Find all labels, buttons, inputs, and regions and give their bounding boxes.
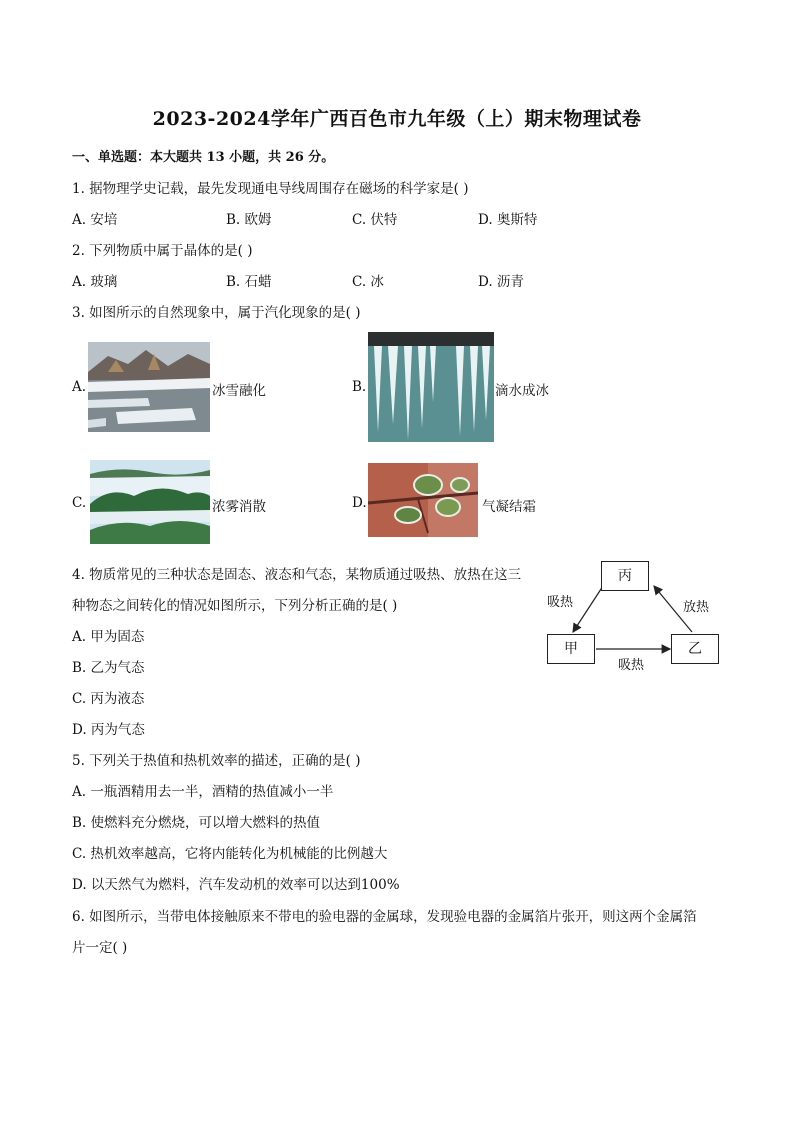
- state-box-bing: 丙: [601, 561, 649, 591]
- question-1-stem: 1. 据物理学史记载，最先发现通电导线周围存在磁场的科学家是( ): [72, 181, 469, 197]
- question-4-option-b[interactable]: B. 乙为气态: [72, 660, 145, 676]
- question-3-option-d-letter[interactable]: D.: [352, 495, 367, 511]
- section-heading: 一、单选题：本大题共 13 小题，共 26 分。: [72, 150, 335, 165]
- question-5-option-a[interactable]: A. 一瓶酒精用去一半，酒精的热值减小一半: [72, 784, 334, 800]
- question-5-stem: 5. 下列关于热值和热机效率的描述，正确的是( ): [72, 753, 361, 769]
- question-3-option-c-letter[interactable]: C.: [72, 495, 87, 511]
- question-4-option-a[interactable]: A. 甲为固态: [72, 629, 145, 645]
- question-2-stem: 2. 下列物质中属于晶体的是( ): [72, 243, 253, 259]
- question-4-stem-line-1: 4. 物质常见的三种状态是固态、液态和气态，某物质通过吸热、放热在这三: [72, 567, 522, 583]
- question-4-stem-line-2: 种物态之间转化的情况如图所示，下列分析正确的是( ): [72, 598, 398, 614]
- question-2-option-b[interactable]: B. 石蜡: [226, 274, 272, 290]
- question-3-option-a-caption[interactable]: 冰雪融化: [212, 383, 266, 399]
- question-2-option-a[interactable]: A. 玻璃: [72, 274, 118, 290]
- question-6-stem-line-2: 片一定( ): [72, 940, 128, 956]
- question-5-option-d[interactable]: D. 以天然气为燃料，汽车发动机的效率可以达到100%: [72, 877, 400, 893]
- question-3-option-b-letter[interactable]: B.: [352, 379, 367, 395]
- icicles-photo: [368, 332, 494, 442]
- label-absorb-heat-left: 吸热: [547, 595, 574, 610]
- question-6-stem-line-1: 6. 如图所示，当带电体接触原来不带电的验电器的金属球，发现验电器的金属箔片张开，则这两个金属箔: [72, 909, 697, 925]
- label-absorb-heat-bottom: 吸热: [618, 658, 645, 673]
- state-box-yi: 乙: [671, 634, 719, 664]
- state-transition-diagram: [540, 556, 730, 676]
- label-release-heat: 放热: [683, 600, 710, 615]
- fog-mountains-photo: [90, 460, 210, 544]
- question-3-option-c-caption[interactable]: 浓雾消散: [212, 499, 266, 515]
- question-2-option-c[interactable]: C. 冰: [352, 274, 384, 290]
- question-3-option-d-caption[interactable]: 气凝结霜: [482, 499, 536, 515]
- question-2-option-d[interactable]: D. 沥青: [478, 274, 524, 290]
- question-1-option-b[interactable]: B. 欧姆: [226, 212, 272, 228]
- question-4-option-c[interactable]: C. 丙为液态: [72, 691, 145, 707]
- ice-melting-photo: [88, 342, 210, 432]
- question-5-option-b[interactable]: B. 使燃料充分燃烧，可以增大燃料的热值: [72, 815, 321, 831]
- question-5-option-c[interactable]: C. 热机效率越高，它将内能转化为机械能的比例越大: [72, 846, 388, 862]
- question-4-option-d[interactable]: D. 丙为气态: [72, 722, 145, 738]
- question-1-option-a[interactable]: A. 安培: [72, 212, 118, 228]
- question-1-option-c[interactable]: C. 伏特: [352, 212, 398, 228]
- frost-leaf-photo: [368, 463, 478, 537]
- state-box-jia: 甲: [547, 634, 595, 664]
- question-1-option-d[interactable]: D. 奥斯特: [478, 212, 538, 228]
- question-3-option-b-caption[interactable]: 滴水成冰: [495, 383, 549, 399]
- question-3-option-a-letter[interactable]: A.: [72, 379, 87, 395]
- page-title: 2023-2024学年广西百色市九年级（上）期末物理试卷: [152, 108, 642, 130]
- question-3-stem: 3. 如图所示的自然现象中，属于汽化现象的是( ): [72, 305, 361, 321]
